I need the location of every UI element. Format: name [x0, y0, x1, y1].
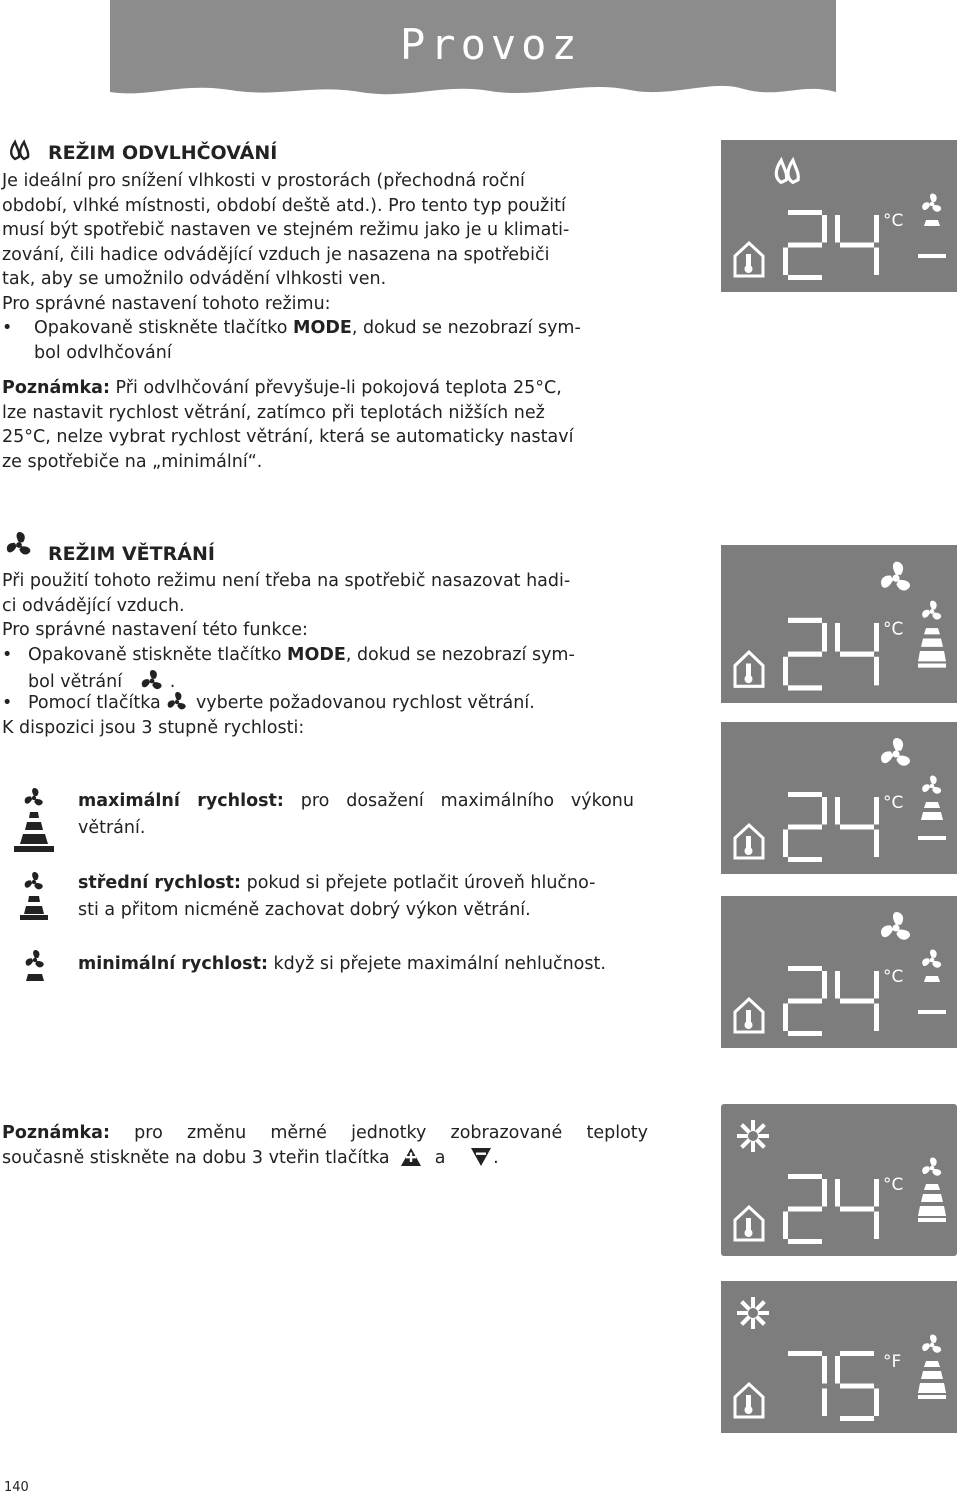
- lcd-digit-segment: [788, 275, 822, 280]
- lcd-digit-segment: [840, 825, 874, 830]
- lcd-digit-segment: [783, 1004, 788, 1032]
- lcd-digit-segment: [840, 243, 874, 248]
- fan-speed-bar: [918, 1383, 946, 1393]
- dehumidify-mode-icon: [776, 160, 798, 182]
- bullet-dot: •: [2, 645, 13, 665]
- lcd-digit-segment: [840, 1416, 874, 1421]
- lcd-digit-segment: [788, 1351, 822, 1356]
- lcd-digit-segment: [835, 1356, 840, 1384]
- text-line: Pro správné nastavení tohoto režimu:: [2, 293, 331, 314]
- lcd-digit-segment: [788, 1239, 822, 1244]
- lcd-digit-segment: [822, 215, 827, 243]
- lcd-digit-segment: [840, 1207, 874, 1212]
- fan-speed-base: [918, 1395, 946, 1399]
- lcd-fan-speed: [918, 776, 946, 841]
- lcd-panel-5: [721, 1104, 957, 1256]
- bullet-dot: •: [2, 693, 13, 713]
- fan-icon: [138, 668, 168, 694]
- lcd-digit-segment: [840, 652, 874, 657]
- lcd-digit-segment: [840, 1384, 874, 1389]
- fan-speed-base: [918, 836, 946, 840]
- lcd-unit: °F: [883, 1352, 902, 1372]
- lcd-digit-segment: [822, 623, 827, 652]
- cool-mode-icon: [737, 1120, 769, 1152]
- lcd-fan-speed: [918, 1335, 946, 1400]
- text-line: ze spotřebiče na „minimální“.: [2, 451, 263, 472]
- fan-speed-base: [918, 664, 946, 668]
- fan-mode-icon: [879, 562, 912, 593]
- fan-speed-base: [918, 1218, 946, 1222]
- lcd-digit-segment: [835, 215, 840, 243]
- lcd-digit-segment: [874, 248, 879, 276]
- fan-speed-bar: [918, 1206, 946, 1216]
- fan-speed-bar: [924, 628, 940, 634]
- units-note-line-2: současně stiskněte na dobu 3 vteřin tlačítka a .: [2, 1148, 499, 1168]
- text-line: 25°C, nelze vybrat rychlost větrání, která se automaticky nastaví: [2, 427, 574, 447]
- mode-button-label: MODE: [287, 645, 346, 665]
- lcd-temperature: [788, 1351, 879, 1421]
- fan-icon: [4, 530, 34, 560]
- note-label: Poznámka:: [2, 378, 110, 398]
- text-line: Je ideální pro snížení vlhkosti v prostorách (přechodná roční: [2, 171, 525, 191]
- lcd-digit-segment: [822, 971, 827, 999]
- lcd-unit: °C: [883, 619, 904, 640]
- lcd-unit: °C: [883, 1175, 904, 1195]
- room-temp-icon: [735, 1384, 763, 1417]
- lcd-digit-segment: [874, 657, 879, 686]
- room-temp-icon: [735, 652, 763, 686]
- dehumidify-icon: [4, 138, 38, 162]
- lcd-digit-segment: [788, 685, 822, 690]
- lcd-digit-segment: [874, 797, 879, 825]
- lcd-digit-segment: [822, 797, 827, 825]
- lcd-digit-segment: [835, 1179, 840, 1207]
- lcd-digit-segment: [835, 971, 840, 999]
- lcd-digit-segment: [835, 797, 840, 825]
- lcd-unit: °C: [883, 967, 904, 987]
- lcd-panel-4: [721, 896, 957, 1048]
- lcd-digit-segment: [822, 1389, 827, 1417]
- fan-speed-min-icon: [18, 948, 52, 984]
- speeds-intro: K dispozici jsou 3 stupně rychlosti:: [2, 718, 305, 738]
- lcd-unit: °C: [883, 211, 904, 231]
- lcd-fan-speed: [918, 1158, 946, 1223]
- fan-mode-icon: [879, 738, 912, 768]
- fan-bullet-1: • Opakovaně stiskněte tlačítko MODE, dokud se nezobrazí sym- bol větrání .: [2, 645, 575, 692]
- fan-speed-base: [918, 1010, 946, 1014]
- text-line: musí být spotřebič nastaven ve stejném režimu jako je u klimati-: [2, 220, 570, 240]
- lcd-display: [721, 140, 957, 292]
- lcd-digit-segment: [874, 830, 879, 858]
- fan-speed-bar: [924, 1361, 940, 1367]
- lcd-digit-segment: [788, 618, 822, 623]
- units-note-line-1: Poznámka: pro změnu měrné jednotky zobrazované teploty: [2, 1123, 648, 1143]
- lcd-display: [721, 1281, 957, 1433]
- dehumidify-description: [2, 169, 634, 316]
- minus-button-icon: [469, 1146, 493, 1168]
- lcd-digit-segment: [788, 1174, 822, 1179]
- lcd-digit-segment: [788, 999, 822, 1004]
- lcd-digit-segment: [874, 1004, 879, 1032]
- mode-button-label: MODE: [293, 318, 352, 338]
- cool-mode-icon: [737, 1297, 769, 1329]
- lcd-panel-6: [721, 1281, 957, 1433]
- lcd-display: [721, 545, 957, 703]
- room-temp-icon: [735, 1207, 763, 1240]
- lcd-unit: °C: [883, 793, 904, 813]
- lcd-temperature: [783, 618, 879, 691]
- lcd-digit-segment: [840, 999, 874, 1004]
- lcd-display: [721, 1104, 957, 1256]
- lcd-display: [721, 722, 957, 874]
- lcd-digit-segment: [874, 971, 879, 999]
- lcd-digit-segment: [783, 657, 788, 686]
- fan-speed-max-icon: [12, 786, 56, 854]
- dehumidify-title: REŽIM ODVLHČOVÁNÍ: [48, 142, 278, 164]
- fan-speed-bar: [921, 639, 943, 647]
- text-line: zování, čili hadice odvádějící vzduch je nasazena na spotřebiči: [2, 244, 550, 265]
- lcd-digit-segment: [788, 966, 822, 971]
- page-number: 140: [4, 1480, 29, 1495]
- lcd-fan-speed: [918, 194, 946, 259]
- fan-speed-bar: [924, 1184, 940, 1190]
- plus-button-icon: [399, 1146, 423, 1168]
- speed-mid-text: střední rychlost: pokud si přejete potlačit úroveň hlučno-: [78, 873, 596, 893]
- fan-speed-mid-icon: [12, 870, 56, 922]
- page-title: Provoz: [400, 20, 582, 69]
- lcd-digit-segment: [783, 1212, 788, 1240]
- lcd-temperature: [783, 792, 879, 862]
- fan-description: [2, 569, 636, 643]
- fan-speed-bar: [921, 812, 943, 820]
- lcd-digit-segment: [874, 1389, 879, 1417]
- text-line: Pro správné nastavení této funkce:: [2, 620, 308, 640]
- text-line: období, vlhké místnosti, období deště atd.). Pro tento typ použití: [2, 195, 566, 216]
- lcd-temperature: [783, 1174, 879, 1244]
- lcd-digit-segment: [788, 652, 822, 657]
- lcd-digit-segment: [788, 1207, 822, 1212]
- fan-speed-bar: [918, 651, 946, 661]
- lcd-fan-speed: [918, 950, 946, 1015]
- fan-speed-bar: [921, 1194, 943, 1202]
- room-temp-icon: [735, 825, 763, 858]
- bullet-dot: •: [2, 318, 13, 338]
- fan-speed-bar: [924, 802, 940, 808]
- lcd-digit-segment: [822, 1179, 827, 1207]
- fan-title: REŽIM VĚTRÁNÍ: [48, 543, 215, 565]
- speed-max-text: maximální rychlost: pro dosažení maximálního výkonu: [78, 791, 634, 811]
- lcd-display: [721, 896, 957, 1048]
- lcd-panel-3: [721, 722, 957, 874]
- fan-bullet-2: • Pomocí tlačítka vyberte požadovanou rychlost větrání.: [2, 691, 642, 717]
- fan-speed-base: [918, 254, 946, 258]
- dehumidify-bullet: • Opakovaně stiskněte tlačítko MODE, dokud se nezobrazí sym- bol odvlhčování: [2, 318, 581, 363]
- lcd-temperature: [783, 966, 879, 1036]
- text-line: ci odvádějící vzduch.: [2, 595, 185, 616]
- lcd-digit-segment: [788, 1031, 822, 1036]
- lcd-digit-segment: [874, 1212, 879, 1240]
- text-line: lze nastavit rychlost větrání, zatímco při teplotách nižších než: [2, 402, 545, 423]
- lcd-digit-segment: [835, 623, 840, 652]
- room-temp-icon: [735, 243, 763, 276]
- lcd-digit-segment: [822, 1356, 827, 1384]
- lcd-digit-segment: [874, 215, 879, 243]
- lcd-fan-speed: [918, 601, 946, 668]
- lcd-temperature: [783, 210, 879, 280]
- lcd-digit-segment: [788, 792, 822, 797]
- fan-speed-bar: [921, 1371, 943, 1379]
- fan-speed-button-icon: [166, 691, 190, 713]
- lcd-digit-segment: [783, 248, 788, 276]
- lcd-digit-segment: [788, 210, 822, 215]
- dehumidify-note: Poznámka: Při odvlhčování převyšuje-li pokojová teplota 25°C, lze nastavit rychlost větrání, zatímco při teplotách nižších než 25°C, nelze vybrat rychlost větrání, která se automaticky nastaví ze spotřebiče na „minimální“.: [2, 376, 634, 474]
- lcd-digit-segment: [840, 1351, 874, 1356]
- fan-speed-bar: [924, 220, 940, 226]
- lcd-digit-segment: [874, 623, 879, 652]
- lcd-digit-segment: [788, 825, 822, 830]
- lcd-digit-segment: [783, 830, 788, 858]
- note-label: Poznámka:: [2, 1123, 110, 1143]
- speed-mid-text-2: sti a přitom nicméně zachovat dobrý výkon větrání.: [78, 900, 531, 920]
- text-line: Při použití tohoto režimu není třeba na spotřebič nasazovat hadi-: [2, 571, 571, 591]
- fan-speed-bar: [924, 976, 940, 982]
- speed-min-text: minimální rychlost: když si přejete maximální nehlučnost.: [78, 954, 606, 974]
- lcd-digit-segment: [788, 243, 822, 248]
- lcd-digit-segment: [788, 857, 822, 862]
- lcd-digit-segment: [874, 1179, 879, 1207]
- text-line: tak, aby se umožnilo odvádění vlhkosti ven.: [2, 269, 387, 289]
- speed-max-text-2: větrání.: [78, 818, 146, 838]
- lcd-panel-1: [721, 140, 957, 292]
- fan-mode-icon: [879, 912, 912, 942]
- room-temp-icon: [735, 999, 763, 1032]
- lcd-panel-2: [721, 545, 957, 703]
